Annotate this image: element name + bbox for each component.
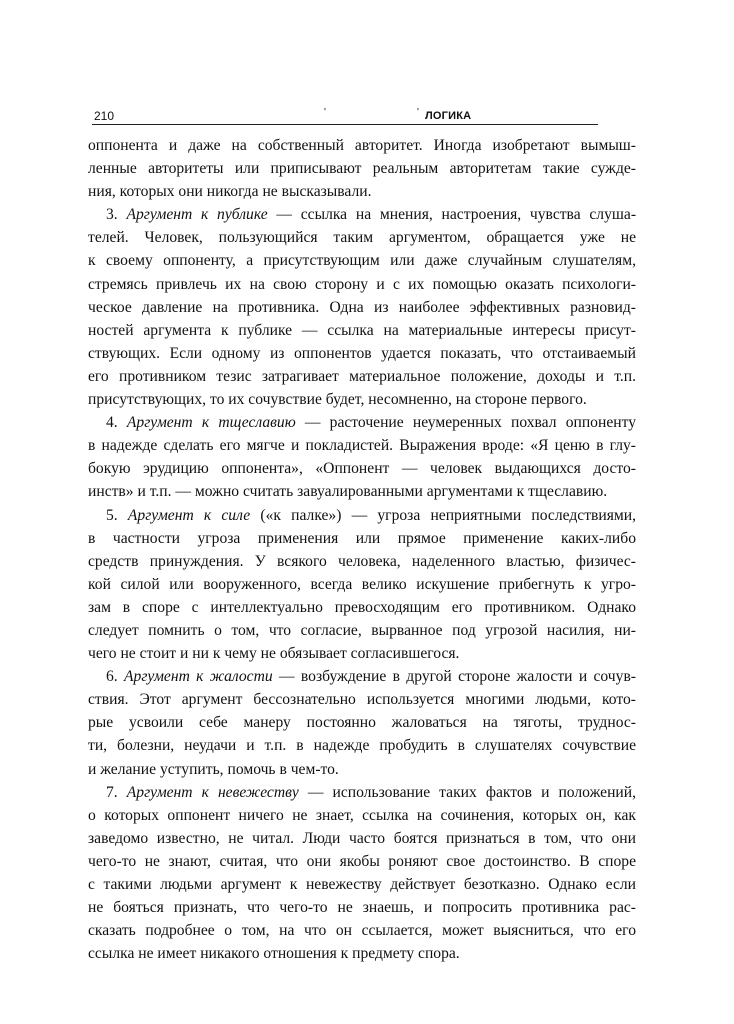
line-text: бокую эрудицию оппонента», «Оппонент — человек выдающихся досто- [88, 460, 636, 478]
item-number: 7. [106, 783, 127, 801]
text-line [88, 804, 636, 827]
line-text: оппонента и даже на собственный авторитет. Иногда изобретают вымыш- [88, 137, 636, 154]
page-number: 210 [94, 109, 115, 123]
text-line [88, 942, 636, 965]
running-title: ЛОГИКА [425, 110, 472, 122]
line-text: к своему оппоненту, а присутствующим или даже случайным слушателям, [88, 252, 636, 270]
line-text: ствия. Этот аргумент бессознательно используется многими людьми, кото- [88, 691, 636, 709]
text-line [88, 203, 636, 226]
text-line [88, 457, 636, 480]
text-line [88, 873, 636, 896]
text-line [88, 434, 636, 457]
line-text: инств» и т.п. — можно считать завуалированными аргументами к тщеславию. [88, 483, 608, 501]
text-line [88, 365, 636, 388]
line-text: в частности угроза применения или прямое применение каких-либо [88, 529, 636, 547]
line-text: — расточение неумеренных похвал оппоненту [295, 414, 636, 432]
line-text: зам в споре с интеллектуально превосходящим его противником. Однако [88, 598, 636, 616]
line-text: — возбуждение в другой стороне жалости и сочув- [272, 668, 636, 686]
line-text: с такими людьми аргумент к невежеству действует безотказно. Однако если [88, 876, 636, 893]
line-text: стремясь привлечь их на свою сторону и с их помощью оказать психологи- [88, 275, 636, 293]
text-line [88, 665, 636, 688]
text-line [88, 896, 636, 919]
argument-term: Аргумент к силе [127, 506, 251, 524]
line-text: заведомо известно, не читал. Люди часто боятся признаться в том, что они [88, 829, 636, 847]
line-text: следует помнить о том, что согласие, вырванное под угрозой насилия, ни- [88, 621, 636, 639]
line-text: ствующих. Если одному из оппонентов удается показать, что отстаиваемый [88, 344, 636, 362]
line-text: телей. Человек, пользующийся таким аргументом, обращается уже не [88, 229, 636, 247]
running-head [92, 108, 598, 125]
line-text: ленные авторитеты или приписывают реальным авторитетам такие сужде- [88, 160, 636, 178]
line-text: кой силой или вооруженного, всегда велико искушение прибегнуть к угро- [88, 575, 636, 593]
text-line [88, 619, 636, 642]
line-text: чего-то не знают, считая, что они якобы роняют свое достоинство. В споре [88, 852, 636, 870]
text-line [88, 480, 636, 503]
argument-term: Аргумент к жалости [124, 668, 273, 686]
item-number: 5. [106, 506, 128, 524]
argument-term: Аргумент к публике [126, 206, 268, 224]
text-line [88, 296, 636, 319]
text-line [88, 573, 636, 596]
item-number: 6. [106, 668, 125, 686]
text-line [88, 504, 636, 527]
text-line [88, 134, 636, 157]
text-line [88, 388, 636, 411]
line-text: («к палке») — угроза неприятными последствиями, [250, 506, 637, 524]
argument-term: Аргумент к тщеславию [126, 414, 296, 432]
text-line [88, 688, 636, 711]
text-line [88, 596, 636, 619]
text-line [88, 781, 636, 804]
line-text: в надежде сделать его мягче и покладистей. Выражения вроде: «Я ценю в глу- [88, 437, 636, 455]
line-text: — использование таких фактов и положений, [298, 783, 637, 801]
text-line [88, 342, 636, 365]
text-line [88, 827, 636, 850]
text-line [88, 642, 636, 665]
text-line [88, 711, 636, 734]
text-line [88, 249, 636, 272]
line-text: ния, которых они никогда не высказывали. [88, 183, 372, 201]
line-text: ностей аргумента к публике — ссылка на материальные интересы присут- [88, 321, 636, 339]
text-line [88, 734, 636, 757]
line-text: не бояться признать, что чего-то не знаешь, и попросить противника рас- [88, 899, 636, 917]
body-text [88, 134, 636, 965]
text-line [88, 758, 636, 781]
text-line [88, 319, 636, 342]
argument-term: Аргумент к невежеству [126, 783, 299, 801]
line-text: присутствующих, то их сочувствие будет, несомненно, на стороне первого. [88, 391, 587, 409]
text-line [88, 850, 636, 873]
line-text: его противником тезис затрагивает материальное положение, доходы и т.п. [88, 367, 636, 385]
line-text: и желание уступить, помочь в чем-то. [88, 760, 339, 778]
header-tick-mark: ' [324, 107, 326, 118]
text-line [88, 550, 636, 573]
line-text: о которых оппонент ничего не знает, ссылка на сочинения, которых он, как [88, 806, 636, 824]
item-number: 4. [106, 414, 127, 432]
text-line [88, 273, 636, 296]
line-text: ссылка не имеет никакого отношения к предмету спора. [88, 945, 460, 963]
line-text: ти, болезни, неудачи и т.п. в надежде пробудить в слушателях сочувствие [88, 737, 636, 755]
text-line [88, 157, 636, 180]
text-line [88, 919, 636, 942]
line-text: сказать подробнее о том, на что он ссылается, может выясниться, что его [88, 922, 636, 940]
line-text: — ссылка на мнения, настроения, чувства слуша- [267, 206, 637, 224]
text-line [88, 527, 636, 550]
line-text: чего не стоит и ни к чему не обязывает согласившегося. [88, 645, 460, 663]
text-line [88, 411, 636, 434]
header-tick-mark: ' [417, 107, 419, 118]
line-text: средств принуждения. У всякого человека, наделенного властью, физичес- [88, 552, 636, 570]
line-text: рые усвоили себе манеру постоянно жаловаться на тяготы, труднос- [88, 714, 636, 732]
line-text: ческое давление на противника. Одна из наиболее эффективных разновид- [88, 298, 636, 316]
text-line [88, 226, 636, 249]
item-number: 3. [106, 206, 127, 224]
text-line [88, 180, 636, 203]
